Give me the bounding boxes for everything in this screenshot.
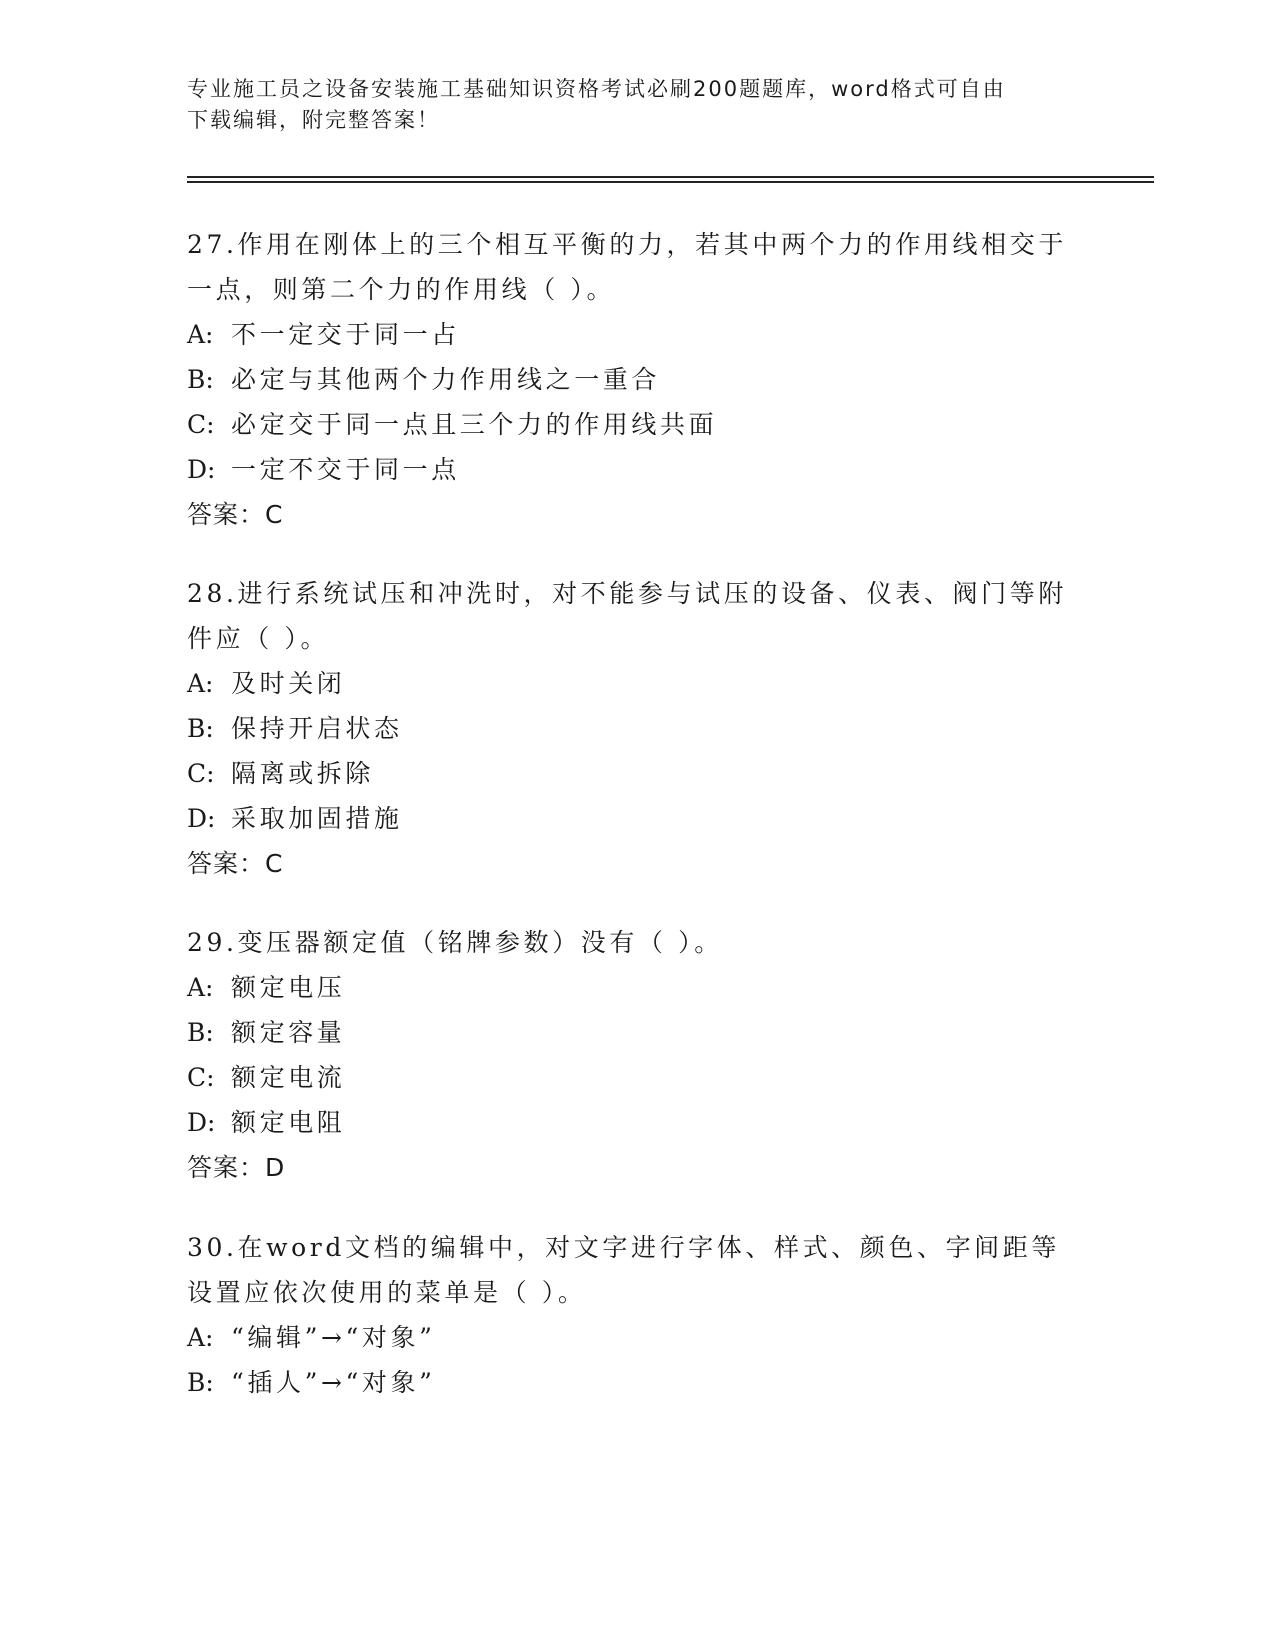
option-letter: D: [187,1108,216,1137]
option-letter: C: [187,759,215,788]
option-d [187,1100,1087,1145]
option-text: 额定电阻 [231,1108,346,1137]
document-header [187,74,1087,136]
option-letter: A: [187,973,214,1002]
option-letter: A: [187,1323,214,1352]
option-text: 保持开启状态 [231,714,403,743]
question-stem-line-1: 29.变压器额定值（铭牌参数）没有（ ）。 [187,928,723,957]
question-stem-line-1: 30.在word文档的编辑中，对文字进行字体、样式、颜色、字间距等 [187,1233,1060,1262]
question-28 [187,571,1087,887]
option-text: “插人”→“对象” [231,1368,436,1397]
option-text: 采取加固措施 [231,804,403,833]
option-b [187,706,1087,751]
question-stem-line-2: 件应（ ）。 [187,624,330,653]
option-text: 额定电压 [231,973,346,1002]
option-a [187,965,1087,1010]
option-a [187,661,1087,706]
question-29 [187,920,1087,1191]
option-text: 必定交于同一点且三个力的作用线共面 [231,410,718,439]
option-letter: B: [187,1018,214,1047]
question-stem-line-2: 设置应依次使用的菜单是（ ）。 [187,1278,587,1307]
header-divider-top [187,176,1154,178]
option-text: 额定容量 [231,1018,346,1047]
question-stem-line-2: 一点，则第二个力的作用线（ ）。 [187,275,616,304]
option-b [187,357,1087,402]
option-text: 必定与其他两个力作用线之一重合 [231,365,661,394]
question-stem-line-1: 27.作用在刚体上的三个相互平衡的力，若其中两个力的作用线相交于 [187,230,1067,259]
option-text: 额定电流 [231,1063,346,1092]
header-divider-bottom [187,181,1154,183]
option-a [187,312,1087,357]
option-text: 不一定交于同一占 [231,320,460,349]
option-c [187,1055,1087,1100]
option-b [187,1010,1087,1055]
option-letter: C: [187,410,215,439]
option-text: 一定不交于同一点 [231,455,460,484]
option-letter: D: [187,455,216,484]
option-text: 隔离或拆除 [231,759,375,788]
answer-label: 答案：C [187,849,284,878]
question-30 [187,1225,1087,1405]
header-line-2: 下载编辑，附完整答案！ [187,108,440,132]
option-text: “编辑”→“对象” [231,1323,436,1352]
question-27 [187,222,1087,538]
option-letter: B: [187,714,214,743]
answer-label: 答案：C [187,500,284,529]
option-b [187,1360,1087,1405]
option-letter: B: [187,365,214,394]
option-d [187,447,1087,492]
question-stem-line-1: 28.进行系统试压和冲洗时，对不能参与试压的设备、仪表、阀门等附 [187,579,1067,608]
option-c [187,751,1087,796]
option-letter: A: [187,669,214,698]
option-letter: A: [187,320,214,349]
header-line-1: 专业施工员之设备安装施工基础知识资格考试必刷200题题库，word格式可自由 [187,77,1006,101]
option-c [187,402,1087,447]
option-letter: B: [187,1368,214,1397]
option-letter: C: [187,1063,215,1092]
option-d [187,796,1087,841]
answer-label: 答案：D [187,1153,286,1182]
option-a [187,1315,1087,1360]
option-text: 及时关闭 [231,669,346,698]
option-letter: D: [187,804,216,833]
